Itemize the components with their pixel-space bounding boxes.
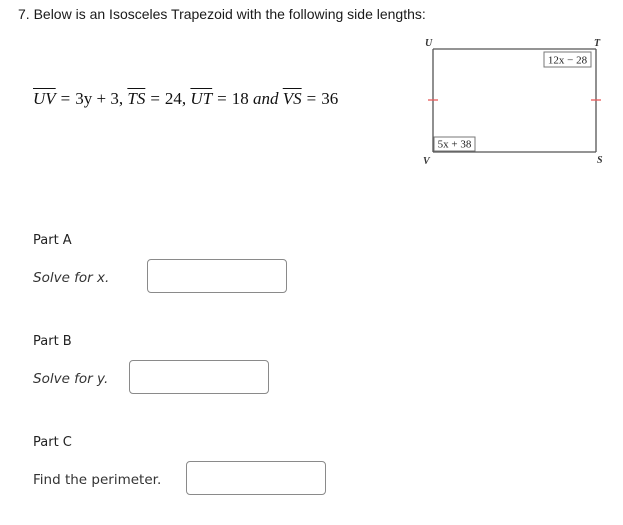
vertex-u-label: U [425,38,433,49]
segment-vs: $\overline{VS}$ [282,89,302,108]
question-text: 7. Below is an Isosceles Trapezoid with the following side lengths: [18,6,426,22]
vertex-t-label: T [594,38,601,49]
equals-sign: = [306,89,317,108]
part-a-title: Part A [33,233,72,248]
part-a-prompt: Solve for x. [33,270,110,286]
part-b-answer-input[interactable] [129,360,269,394]
ts-value: 24, [164,89,187,108]
uv-expression: 3y + 3, [75,89,124,108]
equals-sign: = [217,89,227,108]
part-c-answer-input[interactable] [186,461,326,495]
label-top-text: 12x − 28 [547,54,588,67]
equals-sign: = [150,89,160,108]
vertex-v-label: V [423,156,430,167]
segment-ts: $\overline{TS}$ [127,89,146,108]
part-b-prompt: Solve for y. [33,371,109,387]
part-c-title: Part C [33,435,72,450]
trapezoid-figure [0,0,623,200]
part-c-prompt: Find the perimeter. [33,472,162,488]
equals-sign: = [60,89,71,108]
segment-ut: $\overline{UT}$ [190,89,213,108]
part-b-title: Part B [33,334,72,349]
segment-uv: $\overline{UV}$ [33,89,56,108]
vertex-s-label: S [597,155,603,166]
vs-value: 36 [321,89,339,108]
part-a-answer-input[interactable] [147,259,287,293]
label-bottom-text: 5x + 38 [437,138,472,151]
and-word: and [253,89,279,108]
ut-value: 18 [231,89,249,108]
